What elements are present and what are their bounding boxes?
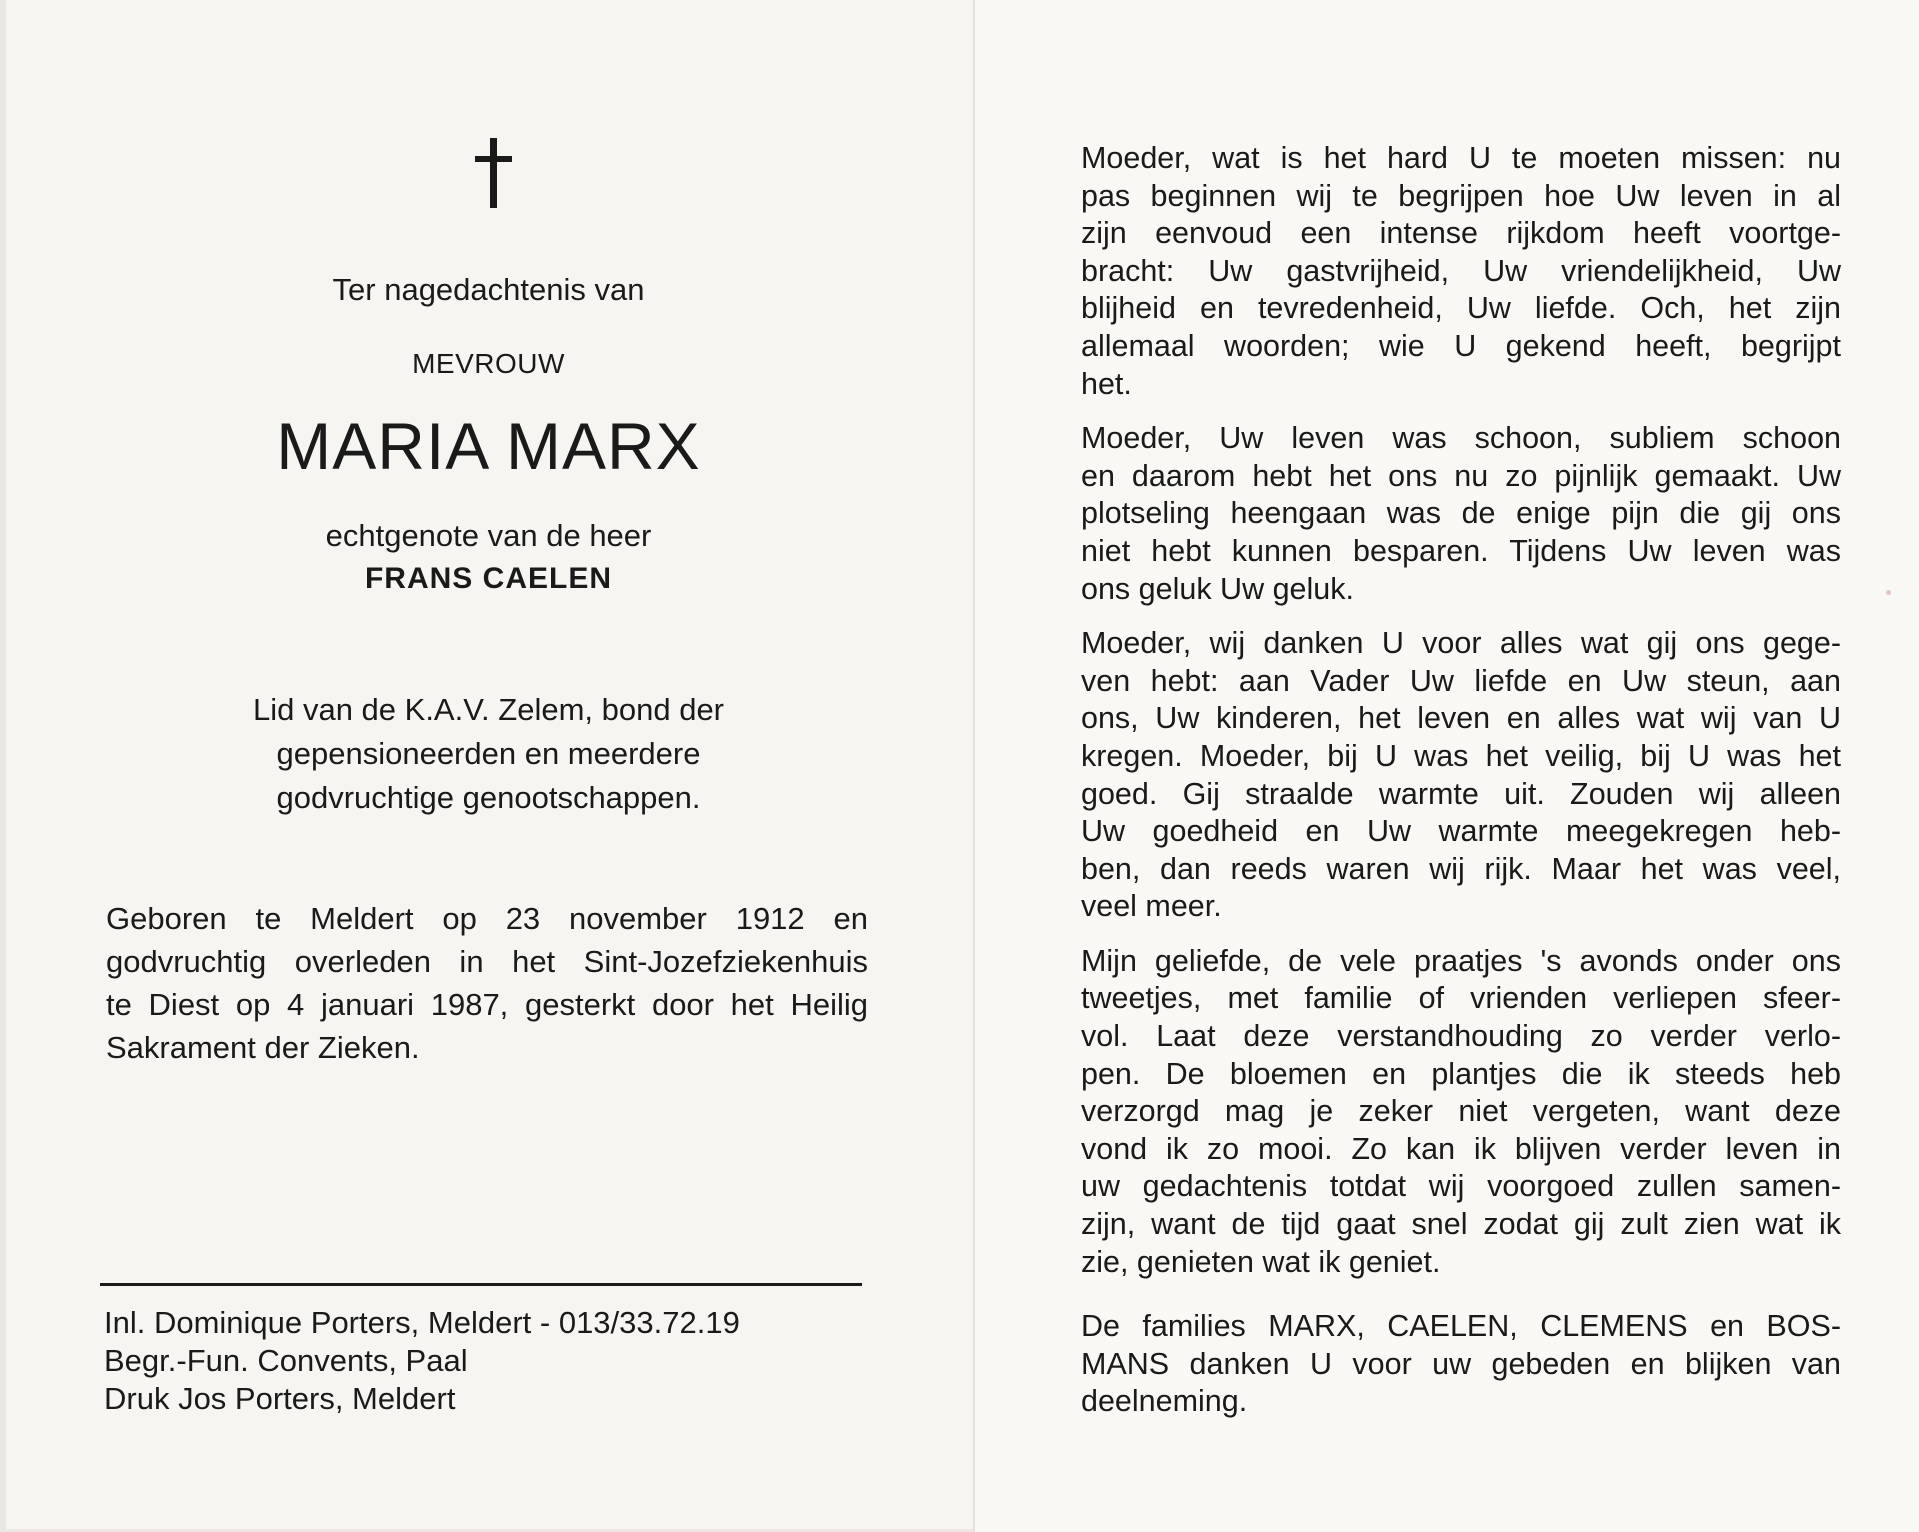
tribute-line: Moeder, wat is het hard U te moeten missen: nu bbox=[1081, 141, 1841, 175]
birth-death-line: te Diest op 4 januari 1987, gesterkt door het Heilig bbox=[106, 987, 868, 1022]
tribute-line: verzorgd mag je zeker niet vergeten, want deze bbox=[1081, 1094, 1841, 1129]
tribute-line: vond ik zo mooi. Zo kan ik blijven verder leven in bbox=[1081, 1131, 1841, 1166]
tribute-line: Moeder, wij danken U voor alles wat gij ons gege- bbox=[1081, 626, 1841, 661]
tribute-line: goed. Gij straalde warmte uit. Zouden wij alleen bbox=[1081, 776, 1841, 811]
birth-death-text bbox=[106, 897, 868, 1069]
thanks-line: MANS danken U voor uw gebeden en blijken van bbox=[1081, 1346, 1841, 1381]
tribute-line: plotseling heengaan was de enige pijn die gij ons bbox=[1081, 496, 1841, 531]
credits-line: Druk Jos Porters, Meldert bbox=[104, 1381, 456, 1416]
tribute-line: bracht: Uw gastvrijheid, Uw vriendelijkheid, Uw bbox=[1081, 253, 1841, 288]
tribute-text bbox=[1081, 140, 1841, 1298]
tribute-paragraph bbox=[1081, 625, 1841, 926]
card-fold bbox=[973, 0, 975, 1532]
membership-line: godvruchtige genootschappen. bbox=[276, 780, 701, 815]
tribute-line: het. bbox=[1081, 366, 1132, 401]
tribute-paragraph bbox=[1081, 140, 1841, 403]
divider-line bbox=[100, 1283, 862, 1286]
birth-death-line: Geboren te Meldert op 23 november 1912 en bbox=[106, 901, 868, 936]
tribute-line: pas beginnen wij te begrijpen hoe Uw leven in al bbox=[1081, 178, 1841, 213]
tribute-line: zijn eenvoud een intense rijkdom heeft voortge- bbox=[1081, 216, 1841, 251]
thanks-line: De families MARX, CAELEN, CLEMENS en BOS- bbox=[1081, 1309, 1841, 1343]
birth-death-line: godvruchtig overleden in het Sint-Jozefziekenhuis bbox=[106, 944, 868, 979]
tribute-line: niet hebt kunnen besparen. Tijdens Uw leven was bbox=[1081, 533, 1841, 568]
tribute-line: ons, Uw kinderen, het leven en alles wat wij van U bbox=[1081, 701, 1841, 736]
membership-text bbox=[126, 688, 851, 820]
intro-text: Ter nagedachtenis van bbox=[332, 272, 645, 307]
tribute-line: ons geluk Uw geluk. bbox=[1081, 571, 1354, 606]
family-thanks bbox=[1081, 1308, 1841, 1421]
spouse-label: echtgenote van de heer bbox=[325, 518, 652, 553]
cross-icon bbox=[472, 138, 514, 208]
tribute-line: blijheid en tevredenheid, Uw liefde. Och, het zijn bbox=[1081, 291, 1841, 326]
thanks-line: deelneming. bbox=[1081, 1384, 1248, 1419]
honorific: MEVROUW bbox=[412, 348, 565, 379]
tribute-paragraph bbox=[1081, 943, 1841, 1281]
credits-block bbox=[104, 1304, 740, 1418]
paper-speck bbox=[1886, 590, 1891, 595]
membership-line: gepensioneerden en meerdere bbox=[276, 736, 701, 771]
membership-line: Lid van de K.A.V. Zelem, bond der bbox=[252, 692, 725, 727]
tribute-line: en daarom hebt het ons nu zo pijnlijk gemaakt. Uw bbox=[1081, 458, 1841, 493]
tribute-line: zijn, want de tijd gaat snel zodat gij zult zien wat ik bbox=[1081, 1207, 1841, 1242]
tribute-line: Mijn geliefde, de vele praatjes 's avonds onder ons bbox=[1081, 943, 1841, 978]
spouse-name: FRANS CAELEN bbox=[364, 562, 612, 595]
tribute-line: uw gedachtenis totdat wij voorgoed zullen samen- bbox=[1081, 1169, 1841, 1204]
tribute-line: allemaal woorden; wie U gekend heeft, begrijpt bbox=[1081, 328, 1841, 363]
tribute-line: tweetjes, met familie of vrienden verliepen sfeer- bbox=[1081, 981, 1841, 1016]
tribute-line: vol. Laat deze verstandhouding zo verder verlo- bbox=[1081, 1019, 1841, 1054]
tribute-line: pen. De bloemen en plantjes die ik steeds heb bbox=[1081, 1056, 1841, 1091]
tribute-paragraph bbox=[1081, 420, 1841, 608]
tribute-line: Moeder, Uw leven was schoon, subliem schoon bbox=[1081, 421, 1841, 456]
tribute-line: Uw goedheid en Uw warmte meegekregen heb- bbox=[1081, 814, 1841, 849]
tribute-line: ven hebt: aan Vader Uw liefde en Uw steun, aan bbox=[1081, 663, 1841, 698]
deceased-name: MARIA MARX bbox=[276, 409, 701, 483]
credits-line: Inl. Dominique Porters, Meldert - 013/33.72.19 bbox=[104, 1305, 740, 1340]
tribute-line: zie, genieten wat ik geniet. bbox=[1081, 1244, 1441, 1279]
credits-line: Begr.-Fun. Convents, Paal bbox=[104, 1343, 468, 1378]
tribute-line: kregen. Moeder, bij U was het veilig, bij U was het bbox=[1081, 738, 1841, 773]
tribute-line: veel meer. bbox=[1081, 889, 1222, 924]
birth-death-line: Sakrament der Zieken. bbox=[106, 1030, 420, 1065]
tribute-line: ben, dan reeds waren wij rijk. Maar het was veel, bbox=[1081, 851, 1841, 886]
